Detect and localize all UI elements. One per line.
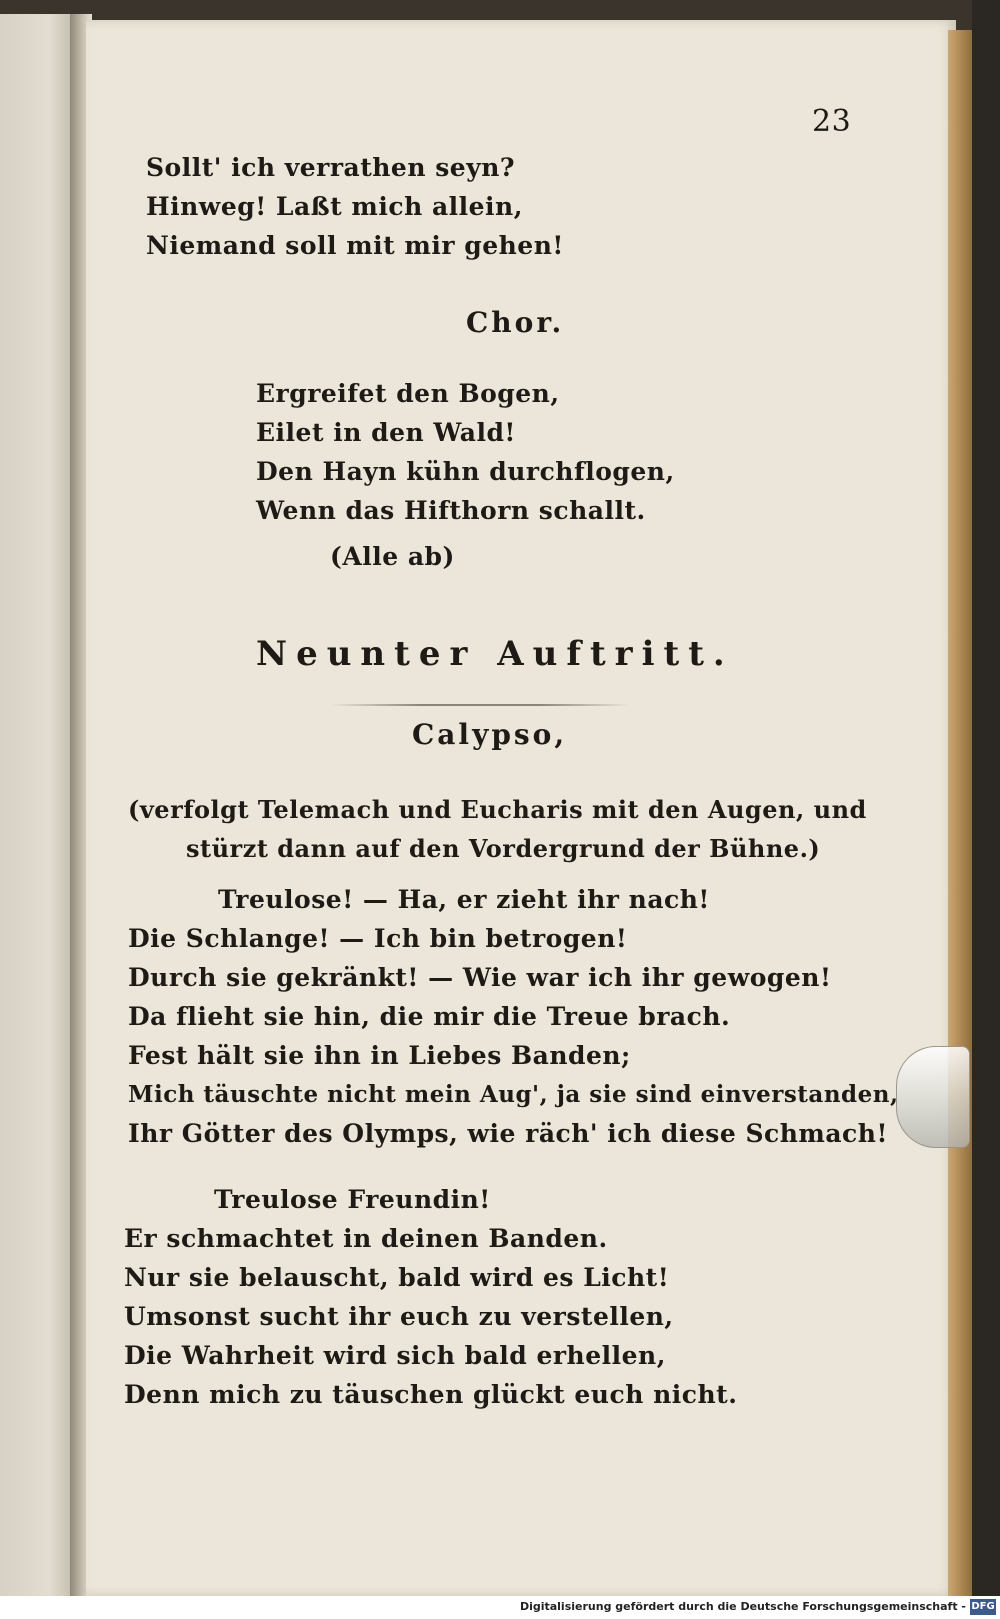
funding-credit: Digitalisierung gefördert durch die Deutsche Forschungsgemeinschaft - xyxy=(519,1600,966,1613)
stanza-3-line: Die Wahrheit wird sich bald erhellen, xyxy=(124,1341,666,1370)
stanza-2-line: Da flieht sie hin, die mir die Treue brach. xyxy=(128,1002,731,1031)
stanza-1-line: Sollt' ich verrathen seyn? xyxy=(146,153,516,182)
stanza-2-line: Mich täuschte nicht mein Aug', ja sie sind einverstanden, xyxy=(128,1081,899,1108)
exit-direction: (Alle ab) xyxy=(330,542,455,571)
stanza-2-line: Treulose! — Ha, er zieht ihr nach! xyxy=(218,885,710,914)
stanza-1-line: Niemand soll mit mir gehen! xyxy=(146,231,564,260)
heading-rule xyxy=(330,704,630,706)
stanza-3-line: Denn mich zu täuschen glückt euch nicht. xyxy=(124,1380,738,1409)
stanza-2-line: Ihr Götter des Olymps, wie räch' ich diese Schmach! xyxy=(128,1119,888,1148)
stage-direction-line: (verfolgt Telemach und Eucharis mit den Augen, und xyxy=(128,795,867,824)
page-edges xyxy=(948,30,972,1596)
digitization-footer xyxy=(0,1596,1000,1619)
stanza-3-line: Nur sie belauscht, bald wird es Licht! xyxy=(124,1263,670,1292)
chor-line: Den Hayn kühn durchflogen, xyxy=(256,457,675,486)
chor-line: Eilet in den Wald! xyxy=(256,418,516,447)
dfg-logo-icon: DFG xyxy=(970,1599,996,1615)
plastic-clip xyxy=(896,1046,970,1148)
stage-direction-line: stürzt dann auf den Vordergrund der Bühne.) xyxy=(186,834,821,863)
chor-line: Wenn das Hifthorn schallt. xyxy=(256,496,646,525)
stanza-3-line: Treulose Freundin! xyxy=(214,1185,491,1214)
scene-heading: Neunter Auftritt. xyxy=(256,634,734,674)
stanza-2-line: Durch sie gekränkt! — Wie war ich ihr gewogen! xyxy=(128,963,832,992)
stanza-1-line: Hinweg! Laßt mich allein, xyxy=(146,192,523,221)
character-name: Calypso, xyxy=(412,718,568,751)
chor-line: Ergreifet den Bogen, xyxy=(256,379,560,408)
page-number: 23 xyxy=(812,104,852,139)
scan-background xyxy=(972,0,1000,1596)
stanza-2-line: Die Schlange! — Ich bin betrogen! xyxy=(128,924,628,953)
stanza-2-line: Fest hält sie ihn in Liebes Banden; xyxy=(128,1041,631,1070)
stanza-3-line: Er schmachtet in deinen Banden. xyxy=(124,1224,608,1253)
chor-heading: Chor. xyxy=(466,306,565,339)
stanza-3-line: Umsonst sucht ihr euch zu verstellen, xyxy=(124,1302,674,1331)
